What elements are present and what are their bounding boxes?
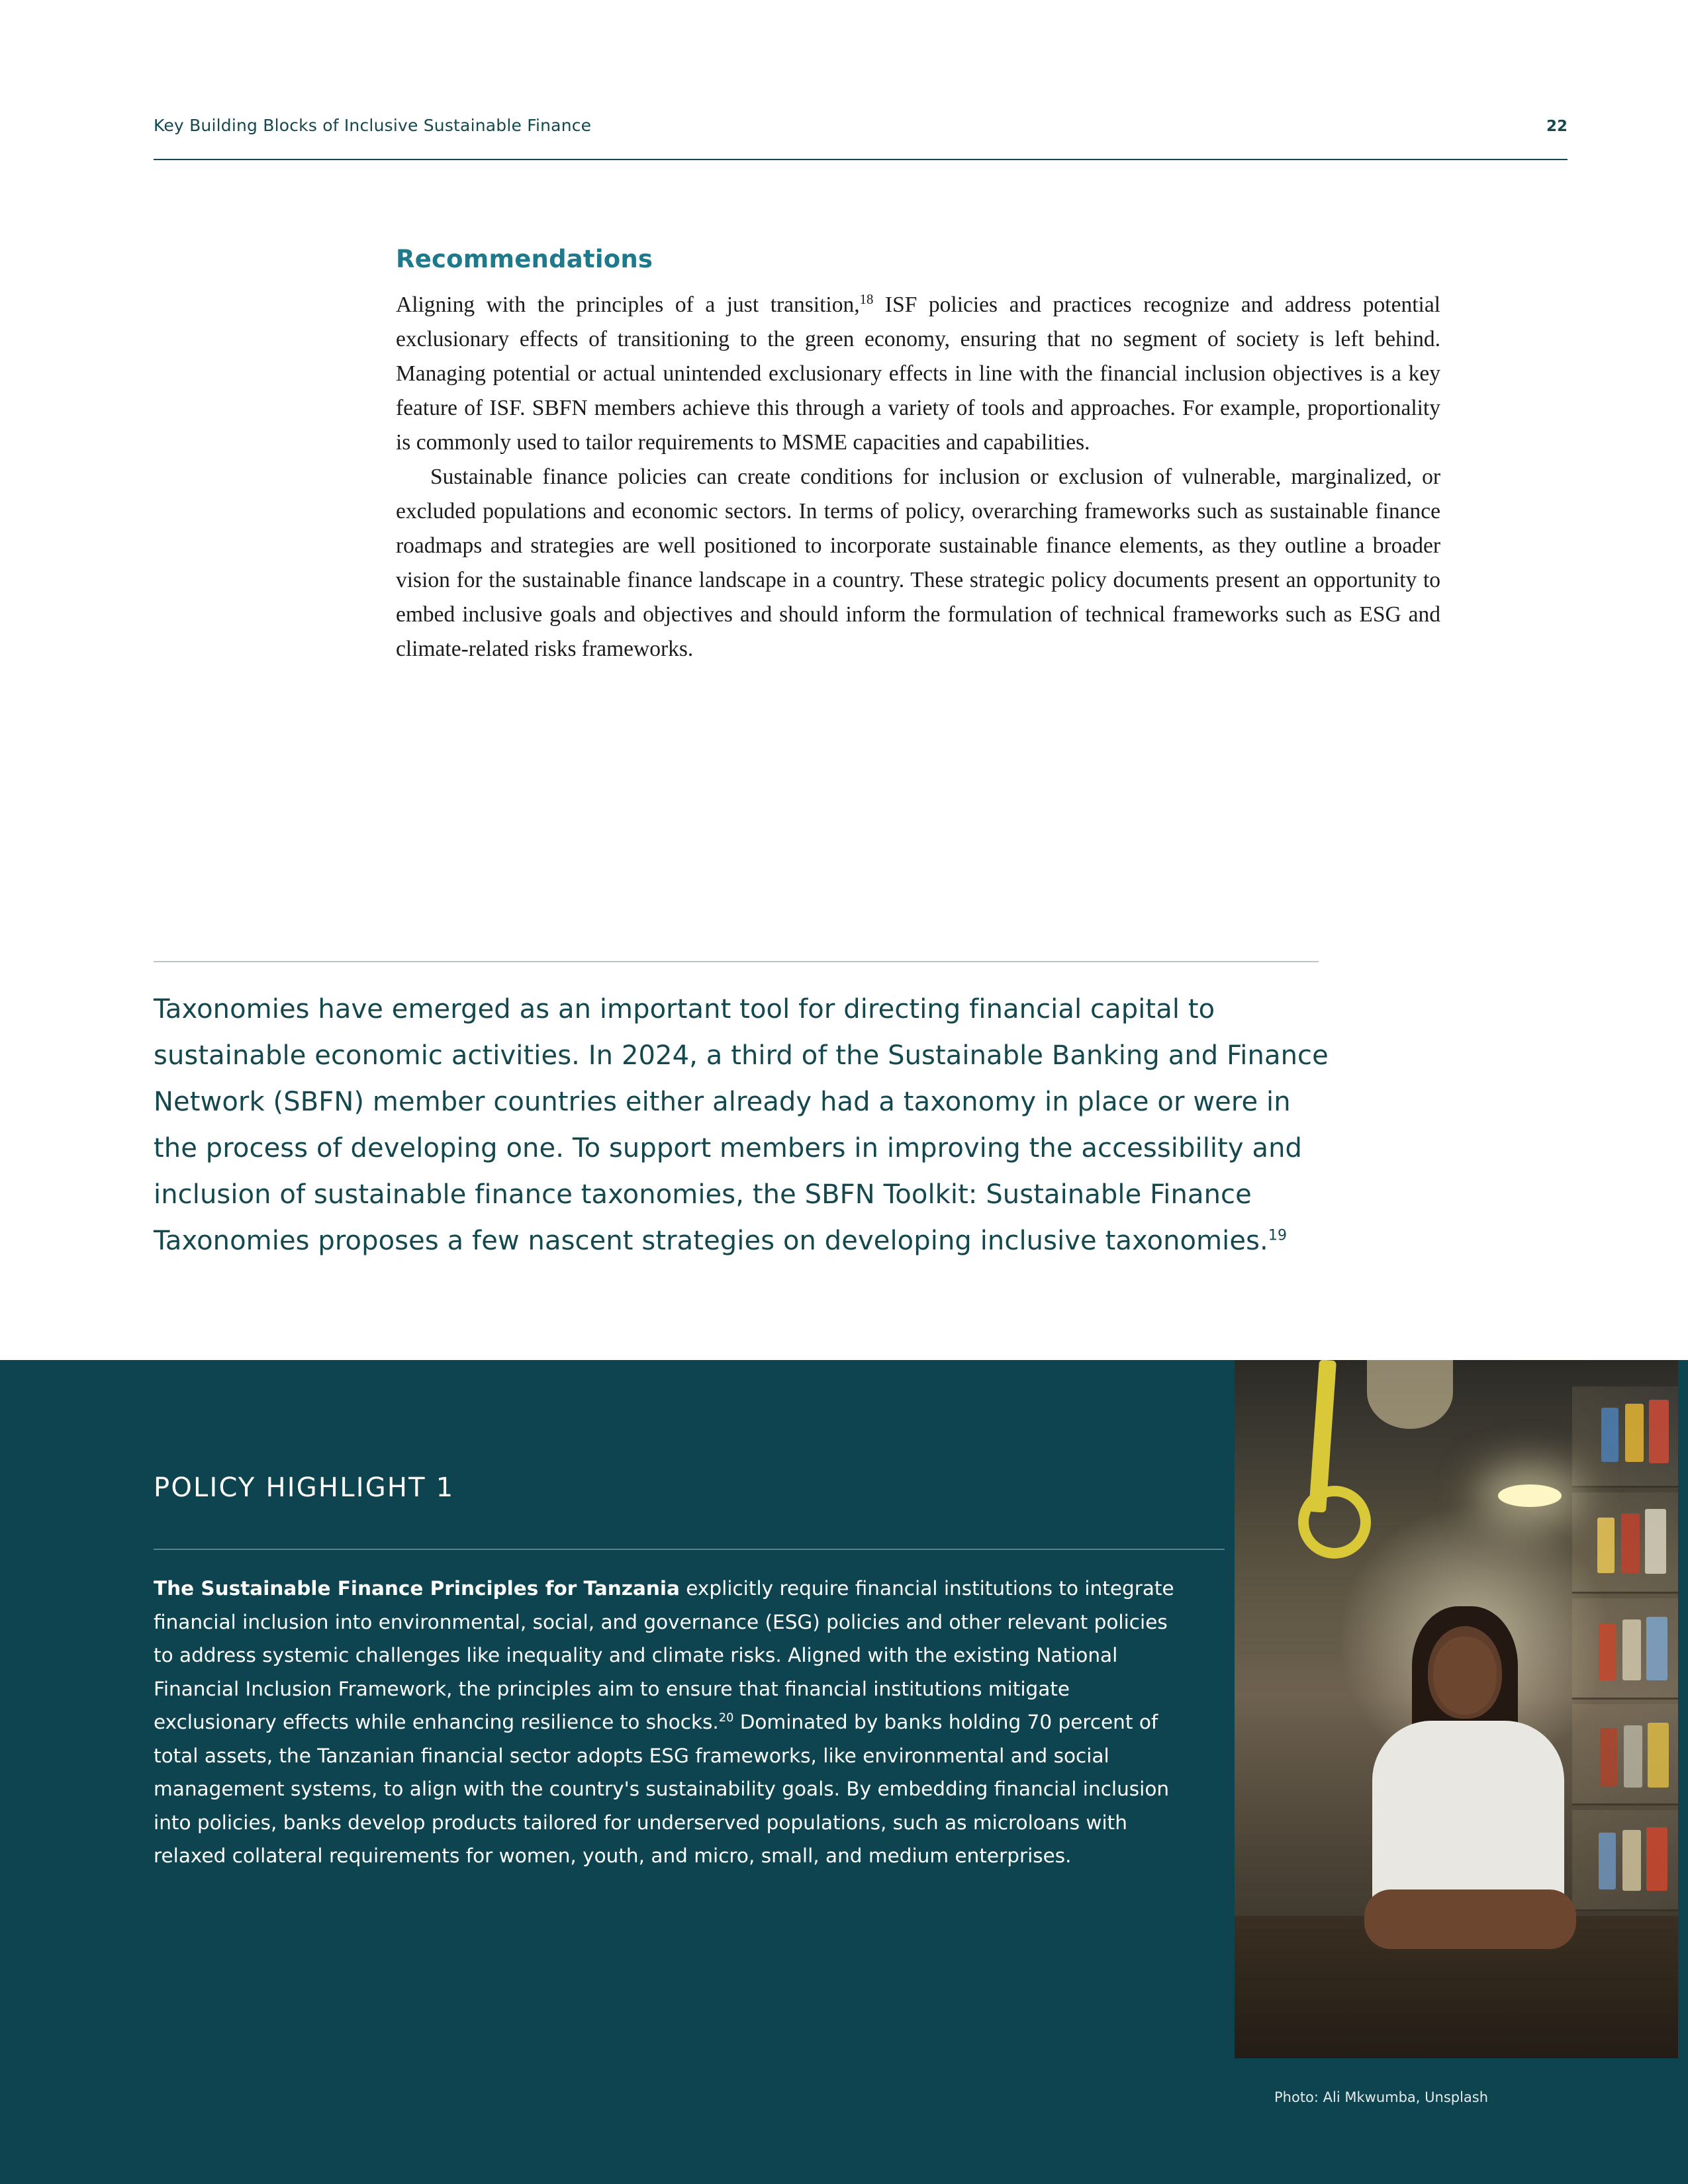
photo-person-face [1433, 1637, 1497, 1715]
paragraph-recommendations-2: Sustainable finance policies can create conditions for inclusion or exclusion of vulnerable, marginalized, or excluded populations and economic sectors. In terms of policy, overarching frameworks such as sustainable finance roadmaps and strategies are well positioned to incorporate sustainable finance elements, as they outline a broader vision for the sustainable finance landscape in a country. These strategic policy documents present an opportunity to embed inclusive goals and objectives and should inform the formulation of technical frameworks such as ESG and climate-related risks frameworks. [396, 465, 1440, 661]
photo-product [1599, 1623, 1616, 1680]
photo-image [1235, 1360, 1678, 2058]
photo-product [1599, 1833, 1616, 1889]
paragraph-1-text-post: ISF policies and practices recognize and address potential exclusionary effects of transitioning to the green economy, ensuring that no segment of society is left behind. Managing potential or actual unintended exclusionary effects in line with the financial inclusion objectives is a key feature of ISF. SBFN members achieve this through a variety of tools and approaches. For example, proportionality is commonly used to tailor requirements to MSME capacities and capabilities. [396, 293, 1440, 455]
header-divider [154, 159, 1568, 160]
photo-product [1649, 1400, 1669, 1463]
footnote-marker-19: 19 [1268, 1227, 1288, 1244]
photo-product [1597, 1518, 1615, 1573]
footnote-marker-20: 20 [718, 1711, 734, 1725]
photo-product [1624, 1725, 1642, 1788]
recommendations-heading: Recommendations [396, 245, 653, 273]
policy-highlight-photo [1235, 1360, 1678, 2058]
policy-highlight-lead-bold: The Sustainable Finance Principles for Tanzania [154, 1577, 680, 1600]
policy-highlight-text-1: explicitly require financial institutions to integrate financial inclusion into environmental, social, and governance (ESG) policies and other relevant policies to address systemic challenges like inequality and climate risks. Aligned with the existing National Financial Inclusion Framework, the principles aim to ensure that financial institutions mitigate exclusionary effects while enhancing resilience to shocks. [154, 1577, 1174, 1733]
photo-person-arms [1364, 1889, 1576, 1949]
photo-product [1646, 1827, 1667, 1891]
running-head-title: Key Building Blocks of Inclusive Sustainable Finance [154, 116, 592, 135]
paragraph-recommendations-1 [396, 288, 1440, 460]
photo-product [1622, 1830, 1641, 1891]
photo-ceiling-light [1498, 1484, 1562, 1507]
policy-highlight-text-2: Dominated by banks holding 70 percent of total assets, the Tanzanian financial sector adopts ESG frameworks, like environmental and social management systems, to align with the country's sustainability goals. By embedding financial inclusion into policies, banks develop products tailored for underserved populations, such as microloans with relaxed collateral requirements for women, youth, and micro, small, and medium enterprises. [154, 1711, 1170, 1867]
paragraph-1-text-pre: Aligning with the principles of a just transition, [396, 293, 860, 317]
photo-product [1601, 1408, 1618, 1462]
photo-hanging-bag [1367, 1360, 1453, 1429]
policy-highlight-body [154, 1572, 1190, 1873]
photo-product [1648, 1723, 1669, 1788]
page-number: 22 [1546, 118, 1568, 135]
photo-product [1600, 1728, 1617, 1786]
pullquote-text: Taxonomies have emerged as an important tool for directing financial capital to sustainable economic activities. In 2024, a third of the Sustainable Banking and Finance Network (SBFN) member countries either already had a taxonomy in place or were in the process of developing one. To support members in improving the accessibility and inclusion of sustainable finance taxonomies, the SBFN Toolkit: Sustainable Finance Taxonomies proposes a few nascent strategies on developing inclusive taxonomies. [154, 994, 1329, 1256]
pullquote [154, 986, 1338, 1264]
photo-product [1625, 1404, 1644, 1462]
policy-highlight-divider [154, 1549, 1225, 1550]
page-header [154, 116, 1568, 135]
photo-product [1646, 1617, 1667, 1680]
photo-hanging-ring [1298, 1486, 1371, 1559]
main-text-column [396, 245, 1440, 666]
photo-product [1645, 1509, 1666, 1574]
pullquote-divider [154, 961, 1319, 962]
photo-product [1621, 1514, 1640, 1573]
photo-credit: Photo: Ali Mkwumba, Unsplash [1274, 2089, 1489, 2105]
footnote-marker-18: 18 [859, 291, 874, 307]
photo-product [1622, 1619, 1641, 1680]
policy-highlight-title: POLICY HIGHLIGHT 1 [154, 1473, 455, 1503]
